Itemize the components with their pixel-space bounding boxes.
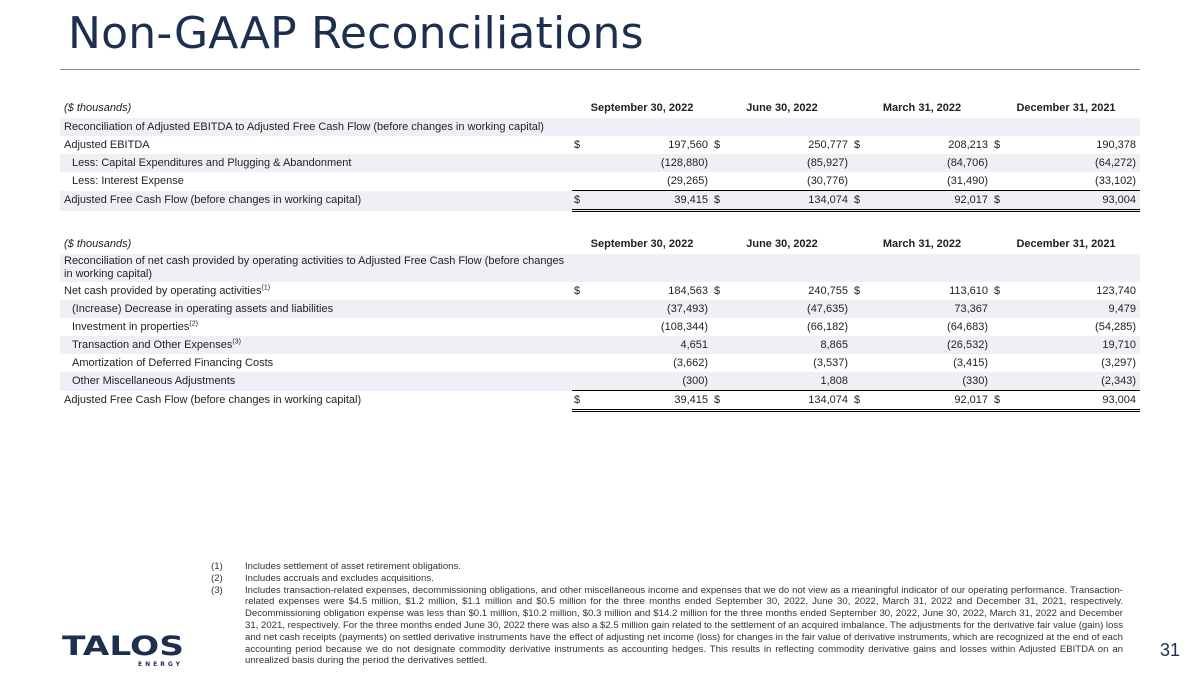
currency-symbol: $	[994, 138, 1001, 151]
cell-value: (37,493)	[588, 300, 712, 318]
cell-value: 123,740	[1096, 284, 1137, 297]
currency-symbol: $	[854, 138, 861, 151]
cell-value: (2,343)	[1008, 372, 1140, 391]
column-header: June 30, 2022	[746, 101, 818, 114]
cell-value: (85,927)	[728, 154, 852, 172]
cell-value: (300)	[588, 372, 712, 391]
row-label: Other Miscellaneous Adjustments	[60, 372, 572, 391]
column-header: September 30, 2022	[590, 237, 694, 250]
footnote	[211, 573, 1123, 585]
cell-value: 250,777	[808, 138, 849, 151]
cell-value: 197,560	[668, 138, 709, 151]
cell-value: 190,378	[1096, 138, 1137, 151]
page-title: Non-GAAP Reconciliations	[68, 8, 644, 59]
cell-value: 93,004	[1008, 191, 1140, 211]
cell-value: (66,182)	[807, 320, 849, 333]
row-label: Less: Capital Expenditures and Plugging & Abandonment	[60, 154, 572, 172]
cell-value: (3,662)	[673, 356, 709, 369]
cell-value: 134,074	[728, 191, 852, 211]
currency-symbol: $	[854, 284, 861, 297]
cell-value: (30,776)	[807, 174, 849, 187]
cell-value: (3,297)	[1101, 356, 1137, 369]
cell-value: 184,563	[668, 284, 709, 297]
title-divider	[60, 69, 1140, 70]
row-label: Investment in properties$^{(2)}$	[72, 319, 198, 333]
column-header: December 31, 2021	[1016, 101, 1116, 114]
row-label: Less: Interest Expense	[72, 174, 184, 187]
page-number: 31	[1159, 640, 1180, 660]
currency-symbol: $	[572, 391, 588, 411]
footnotes	[211, 561, 1123, 667]
section-label: Reconciliation of Adjusted EBITDA to Adjusted Free Cash Flow (before changes in working capital)	[60, 118, 1140, 136]
currency-symbol: $	[574, 138, 581, 151]
unit-label: ($ thousands)	[64, 101, 132, 114]
row-label: (Increase) Decrease in operating assets and liabilities	[60, 300, 572, 318]
column-header: December 31, 2021	[1016, 237, 1116, 250]
cell-value: (31,490)	[947, 174, 989, 187]
cell-value: 8,865	[728, 336, 852, 354]
cell-value: (84,706)	[868, 154, 992, 172]
footnote-text: Includes transaction-related expenses, decommissioning obligations, and other miscellaneous income and expenses that we do not view as a meaningful indicator of our operating performance. Transaction-related expenses were $4.5 million, $1.2 million, $1.1 million and $0.5 million for the three months ended September 30, 2022, June 30, 2022, March 31, 2022 and December 31, 2021, respectively. Decommissioning obligation expense was less than $0.1 million, $10.2 million, $0.3 million and $14.2 million for the three months ended September 30, 2022, June 30, 2022, March 31, 2022 and December 31, 2021, respectively. For the three months ended June 30, 2022 there was also a $2.5 million gain related to the settlement of an acquired imbalance. The adjustments for the derivative fair value (gain) loss and net cash receipts (payments) on settled derivative instruments have the effect of adjusting net income (loss) for changes in the fair value of derivative instruments, which are recognized at the end of each accounting period because we do not designate commodity derivative instruments as accounting hedges. This results in reflecting commodity derivative gains and losses within Adjusted EBITDA on an unrealized basis during the period the derivatives settled.	[245, 584, 1123, 667]
currency-symbol: $	[712, 191, 728, 211]
cell-value: (33,102)	[1095, 174, 1137, 187]
cell-value: 134,074	[728, 391, 852, 411]
currency-symbol: $	[852, 191, 868, 211]
footnote-number: (3)	[211, 584, 223, 596]
footnote	[211, 561, 1123, 573]
logo-subtitle: ENERGY	[138, 661, 183, 668]
cell-value: 73,367	[868, 300, 992, 318]
operating-cash-reconciliation-table	[60, 234, 1140, 412]
row-label: Adjusted Free Cash Flow (before changes in working capital)	[60, 191, 572, 211]
cell-value: 113,610	[949, 284, 989, 297]
cell-value: 39,415	[588, 191, 712, 211]
cell-value: 1,808	[728, 372, 852, 391]
logo-wordmark: TALOS	[62, 631, 184, 662]
cell-value: (3,415)	[953, 356, 989, 369]
cell-value: (3,537)	[813, 356, 849, 369]
cell-value: 39,415	[588, 391, 712, 411]
row-label: Amortization of Deferred Financing Costs	[72, 356, 274, 369]
cell-value: 92,017	[868, 191, 992, 211]
cell-value: (330)	[868, 372, 992, 391]
currency-symbol: $	[712, 391, 728, 411]
column-header: September 30, 2022	[590, 101, 694, 114]
cell-value: (26,532)	[868, 336, 992, 354]
column-header: June 30, 2022	[746, 237, 818, 250]
footnote	[211, 585, 1123, 668]
currency-symbol: $	[992, 391, 1008, 411]
cell-value: (64,683)	[947, 320, 989, 333]
cell-value: 19,710	[1008, 336, 1140, 354]
cell-value: 4,651	[588, 336, 712, 354]
currency-symbol: $	[994, 284, 1001, 297]
ebitda-reconciliation-table	[60, 98, 1140, 212]
row-label: Net cash provided by operating activities$^{(1)}$	[64, 283, 271, 297]
cell-value: 92,017	[868, 391, 992, 411]
currency-symbol: $	[992, 191, 1008, 211]
cell-value: (29,265)	[667, 174, 709, 187]
footnote-number: (1)	[211, 561, 223, 572]
cell-value: (64,272)	[1008, 154, 1140, 172]
unit-label: ($ thousands)	[64, 237, 132, 250]
currency-symbol: $	[714, 284, 721, 297]
cell-value: (108,344)	[660, 320, 709, 333]
row-label: Transaction and Other Expenses$^{(3)}$	[60, 336, 572, 354]
cell-value: (47,635)	[728, 300, 852, 318]
cell-value: 9,479	[1008, 300, 1140, 318]
currency-symbol: $	[572, 191, 588, 211]
currency-symbol: $	[714, 138, 721, 151]
cell-value: (128,880)	[588, 154, 712, 172]
row-label: Adjusted Free Cash Flow (before changes in working capital)	[64, 394, 362, 406]
column-header: March 31, 2022	[882, 101, 962, 114]
row-label: Adjusted EBITDA	[64, 138, 150, 151]
cell-value: (54,285)	[1095, 320, 1137, 333]
section-label: Reconciliation of net cash provided by operating activities to Adjusted Free Cash Flow (before changes in working capital)	[60, 254, 572, 282]
footnote-text: Includes settlement of asset retirement obligations.	[245, 561, 461, 572]
footnote-text: Includes accruals and excludes acquisitions.	[245, 572, 434, 584]
footnote-number: (2)	[211, 572, 223, 584]
talos-energy-logo	[62, 630, 187, 668]
cell-value: 93,004	[1008, 391, 1140, 411]
column-header: March 31, 2022	[882, 237, 962, 250]
cell-value: 240,755	[808, 284, 849, 297]
cell-value: 208,213	[948, 138, 989, 151]
currency-symbol: $	[574, 284, 581, 297]
currency-symbol: $	[852, 391, 868, 411]
